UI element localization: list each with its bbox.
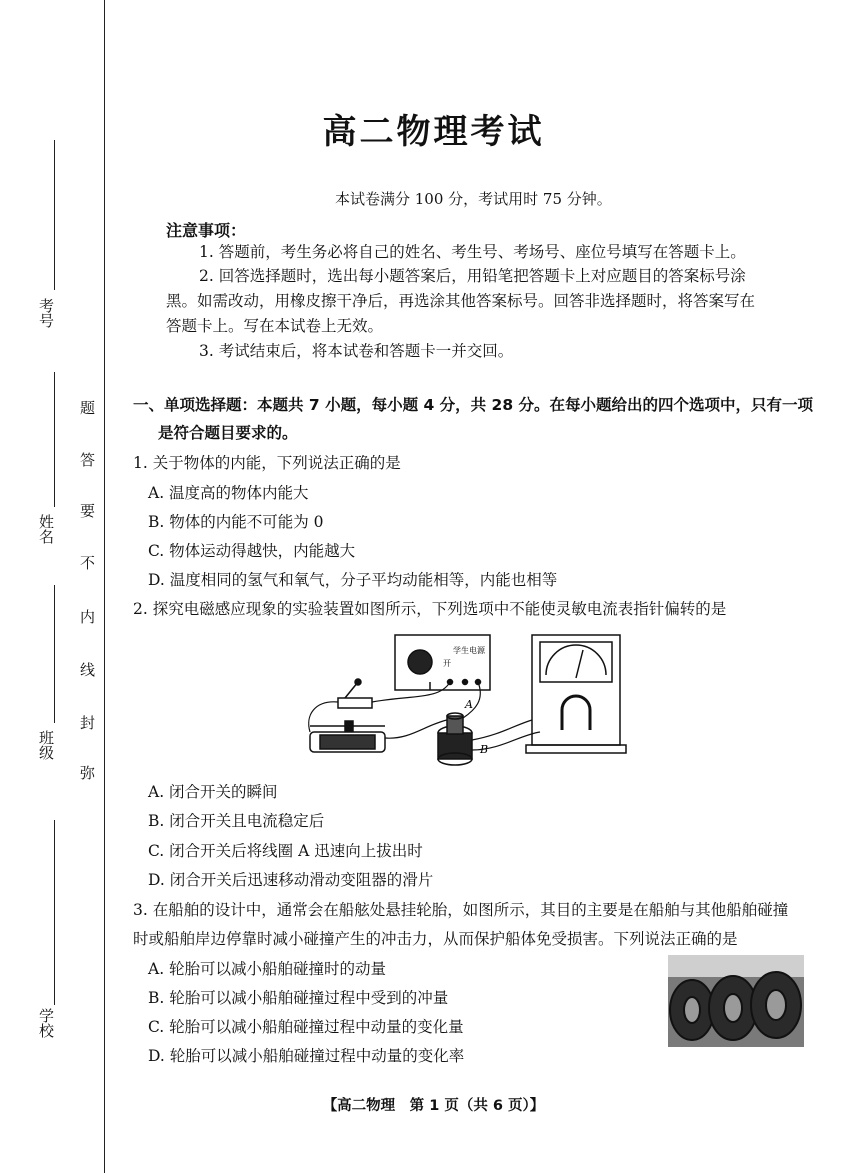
- question-2-stem: 2. 探究电磁感应现象的实验装置如图所示，下列选项中不能使灵敏电流表指针偏转的是: [133, 600, 727, 618]
- q2-option-d: D. 闭合开关后迅速移动滑动变阻器的滑片: [148, 871, 434, 889]
- tire: [670, 972, 801, 1040]
- seal-char: 内: [80, 608, 96, 626]
- page-title: 高二物理考试: [322, 112, 545, 152]
- notice-line: 3. 考试结束后，将本试卷和答题卡一并交回。: [199, 342, 514, 360]
- coil-a: [447, 713, 463, 734]
- q3-option-d: D. 轮胎可以减小船舶碰撞过程中动量的变化率: [148, 1047, 465, 1065]
- seal-char: 答: [80, 451, 96, 469]
- name-label: 姓名: [37, 514, 55, 544]
- q2-option-c: C. 闭合开关后将线圈 A 迅速向上拔出时: [148, 842, 423, 860]
- seal-char: 题: [80, 399, 96, 417]
- notice-line: 2. 回答选择题时，选出每小题答案后，用铅笔把答题卡上对应题目的答案标号涂: [199, 267, 746, 285]
- class-label: 班级: [37, 730, 55, 760]
- seal-char: 要: [80, 502, 96, 520]
- seal-char: 不: [80, 554, 96, 572]
- section-heading-cont: 是符合题目要求的。: [158, 424, 298, 442]
- notice-line: 答题卡上。写在本试卷上无效。: [166, 317, 384, 335]
- exam-no-underline: [54, 140, 55, 290]
- notice-line: 1. 答题前，考生务必将自己的姓名、考生号、考场号、座位号填写在答题卡上。: [199, 243, 746, 261]
- notice-heading: 注意事项：: [166, 221, 247, 240]
- question-3-stem: 3. 在船舶的设计中，通常会在船舷处悬挂轮胎，如图所示，其目的主要是在船舶与其他船舶碰撞: [133, 901, 789, 919]
- coil-b-label: B: [480, 743, 489, 756]
- exam-no-label: 考号: [37, 298, 55, 328]
- knife-switch: [338, 679, 372, 708]
- q3-option-b: B. 轮胎可以减小船舶碰撞过程中受到的冲量: [148, 989, 449, 1007]
- ship-tires-photo: [668, 955, 804, 1047]
- q2-option-a: A. 闭合开关的瞬间: [148, 783, 278, 801]
- binding-line: [104, 0, 105, 1173]
- galvanometer: [526, 635, 626, 753]
- switch-label: 开: [443, 659, 451, 668]
- seal-char: 线: [80, 661, 96, 679]
- question-1-stem: 1. 关于物体的内能，下列说法正确的是: [133, 454, 401, 472]
- section-heading: 一、单项选择题：本题共 7 小题，每小题 4 分，共 28 分。在每小题给出的四个选项中，只有一项: [133, 396, 814, 414]
- seal-char: 封: [80, 714, 96, 732]
- power-label: 学生电源: [453, 646, 485, 655]
- q3-option-c: C. 轮胎可以减小船舶碰撞过程中动量的变化量: [148, 1018, 464, 1036]
- school-label: 学校: [37, 1008, 55, 1038]
- coil-a-label: A: [465, 698, 473, 711]
- notice-line: 黑。如需改动，用橡皮擦干净后，再选涂其他答案标号。回答非选择题时，将答案写在: [166, 292, 756, 310]
- page-footer: 【高二物理 第 1 页（共 6 页）】: [322, 1098, 545, 1114]
- q1-option-a: A. 温度高的物体内能大: [148, 484, 309, 502]
- q1-option-d: D. 温度相同的氢气和氧气，分子平均动能相等，内能也相等: [148, 571, 558, 589]
- rheostat: [310, 721, 385, 752]
- induction-apparatus-figure: [300, 620, 630, 770]
- q1-option-c: C. 物体运动得越快，内能越大: [148, 542, 356, 560]
- exam-subtitle: 本试卷满分 100 分，考试用时 75 分钟。: [335, 190, 612, 208]
- q2-option-b: B. 闭合开关且电流稳定后: [148, 812, 325, 830]
- school-underline: [54, 820, 55, 1005]
- q3-option-a: A. 轮胎可以减小船舶碰撞时的动量: [148, 960, 387, 978]
- seal-char: 弥: [80, 764, 96, 782]
- name-underline: [54, 372, 55, 507]
- class-underline: [54, 585, 55, 723]
- q1-option-b: B. 物体的内能不可能为 0: [148, 513, 324, 531]
- question-3-stem-cont: 时或船舶岸边停靠时减小碰撞产生的冲击力，从而保护船体免受损害。下列说法正确的是: [133, 930, 738, 948]
